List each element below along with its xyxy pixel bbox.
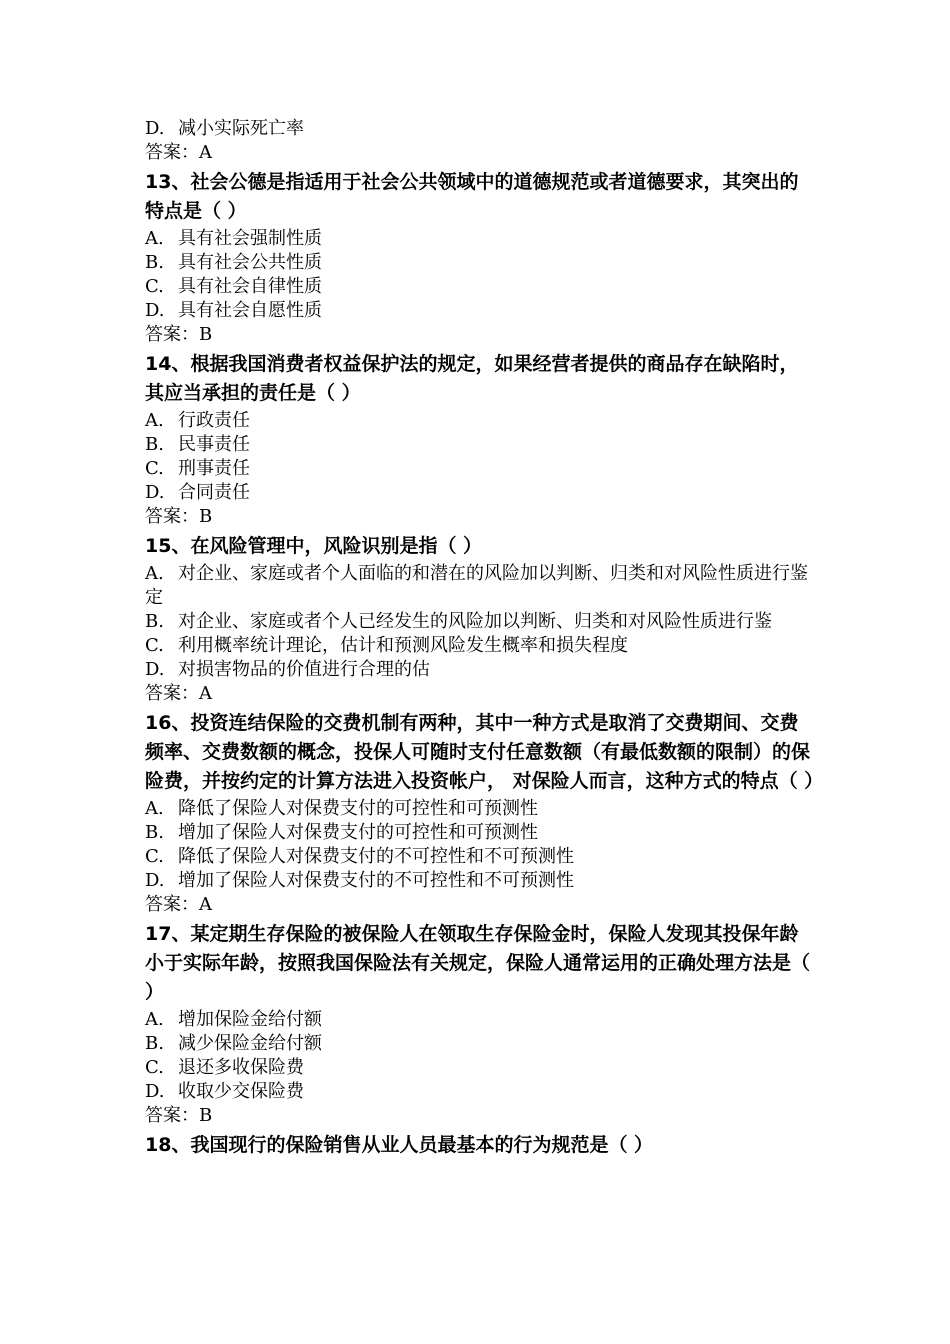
- option-letter: D.: [145, 1081, 165, 1102]
- answer-option: [145, 481, 815, 505]
- question-text: 16、投资连结保险的交费机制有两种，其中一种方式是取消了交费期间、交费频率、交费数额的概念，投保人可随时支付任意数额（有最低数额的限制）的保险费，并按约定的计算方法进入投资帐户， 对保险人而言，这种方式的特点（ ）: [145, 712, 824, 792]
- answer-option: [145, 797, 815, 821]
- answer-line: 答案：B: [145, 1105, 213, 1126]
- answer-option: [145, 409, 815, 433]
- question-text: 13、社会公德是指适用于社会公共领域中的道德规范或者道德要求，其突出的特点是（ ）: [145, 171, 799, 222]
- option-letter: D.: [145, 118, 165, 139]
- answer-option: [145, 251, 815, 275]
- option-letter: A.: [145, 1009, 164, 1030]
- answer-line: 答案：B: [145, 506, 213, 527]
- question-text: 18、我国现行的保险销售从业人员最基本的行为规范是（ ）: [145, 1134, 654, 1156]
- answer-option: [145, 821, 815, 845]
- option-letter: A.: [145, 563, 164, 584]
- answer-option: [145, 1032, 815, 1056]
- question-text: 15、在风险管理中，风险识别是指（ ）: [145, 535, 483, 557]
- answer-option: [145, 1080, 815, 1104]
- option-text: 对损害物品的价值进行合理的估: [178, 659, 430, 680]
- option-text: 退还多收保险费: [178, 1057, 304, 1078]
- option-letter: B.: [145, 611, 164, 632]
- answer-option: [145, 610, 815, 634]
- option-letter: C.: [145, 635, 164, 656]
- option-text: 民事责任: [178, 434, 250, 455]
- option-text: 对企业、家庭或者个人已经发生的风险加以判断、归类和对风险性质进行鉴: [178, 611, 772, 632]
- answer-option: [145, 634, 815, 658]
- answer-option: [145, 227, 815, 251]
- answer-option: [145, 562, 815, 610]
- option-letter: D.: [145, 482, 165, 503]
- answer-option: [145, 299, 815, 323]
- option-text: 降低了保险人对保费支付的不可控性和不可预测性: [178, 846, 574, 867]
- option-text: 降低了保险人对保费支付的可控性和可预测性: [178, 798, 538, 819]
- option-text: 具有社会强制性质: [178, 228, 322, 249]
- option-letter: B.: [145, 434, 164, 455]
- document-page: [145, 117, 824, 1161]
- option-letter: D.: [145, 300, 165, 321]
- question-text: 17、某定期生存保险的被保险人在领取生存保险金时，保险人发现其投保年龄小于实际年龄，按照我国保险法有关规定，保险人通常运用的正确处理方法是（ ）: [145, 923, 811, 1003]
- option-text: 刑事责任: [178, 458, 250, 479]
- answer-option: [145, 869, 815, 893]
- option-letter: B.: [145, 822, 164, 843]
- option-letter: B.: [145, 1033, 164, 1054]
- option-text: 减小实际死亡率: [178, 118, 304, 139]
- answer-option: [145, 117, 815, 141]
- option-letter: C.: [145, 1057, 164, 1078]
- option-letter: D.: [145, 870, 165, 891]
- answer-option: [145, 1056, 815, 1080]
- answer-option: [145, 1008, 815, 1032]
- option-text: 减少保险金给付额: [178, 1033, 322, 1054]
- answer-option: [145, 275, 815, 299]
- option-letter: D.: [145, 659, 165, 680]
- option-letter: C.: [145, 846, 164, 867]
- option-text: 利用概率统计理论，估计和预测风险发生概率和损失程度: [178, 635, 628, 656]
- option-letter: C.: [145, 276, 164, 297]
- option-text: 具有社会公共性质: [178, 252, 322, 273]
- answer-line: 答案：A: [145, 894, 212, 915]
- question-text: 14、根据我国消费者权益保护法的规定，如果经营者提供的商品存在缺陷时，其应当承担的责任是（ ）: [145, 353, 799, 404]
- option-letter: A.: [145, 410, 164, 431]
- answer-line: 答案：A: [145, 683, 212, 704]
- answer-option: [145, 658, 815, 682]
- option-letter: A.: [145, 228, 164, 249]
- answer-option: [145, 457, 815, 481]
- option-text: 合同责任: [178, 482, 250, 503]
- option-text: 收取少交保险费: [178, 1081, 304, 1102]
- option-text: 行政责任: [178, 410, 250, 431]
- option-text: 具有社会自律性质: [178, 276, 322, 297]
- answer-line: 答案：A: [145, 142, 212, 163]
- answer-option: [145, 433, 815, 457]
- option-text: 对企业、家庭或者个人面临的和潜在的风险加以判断、归类和对风险性质进行鉴定: [145, 563, 808, 608]
- answer-line: 答案：B: [145, 324, 213, 345]
- option-text: 增加了保险人对保费支付的可控性和可预测性: [178, 822, 538, 843]
- option-text: 增加了保险人对保费支付的不可控性和不可预测性: [178, 870, 574, 891]
- option-text: 具有社会自愿性质: [178, 300, 322, 321]
- option-letter: C.: [145, 458, 164, 479]
- option-letter: A.: [145, 798, 164, 819]
- answer-option: [145, 845, 815, 869]
- option-letter: B.: [145, 252, 164, 273]
- option-text: 增加保险金给付额: [178, 1009, 322, 1030]
